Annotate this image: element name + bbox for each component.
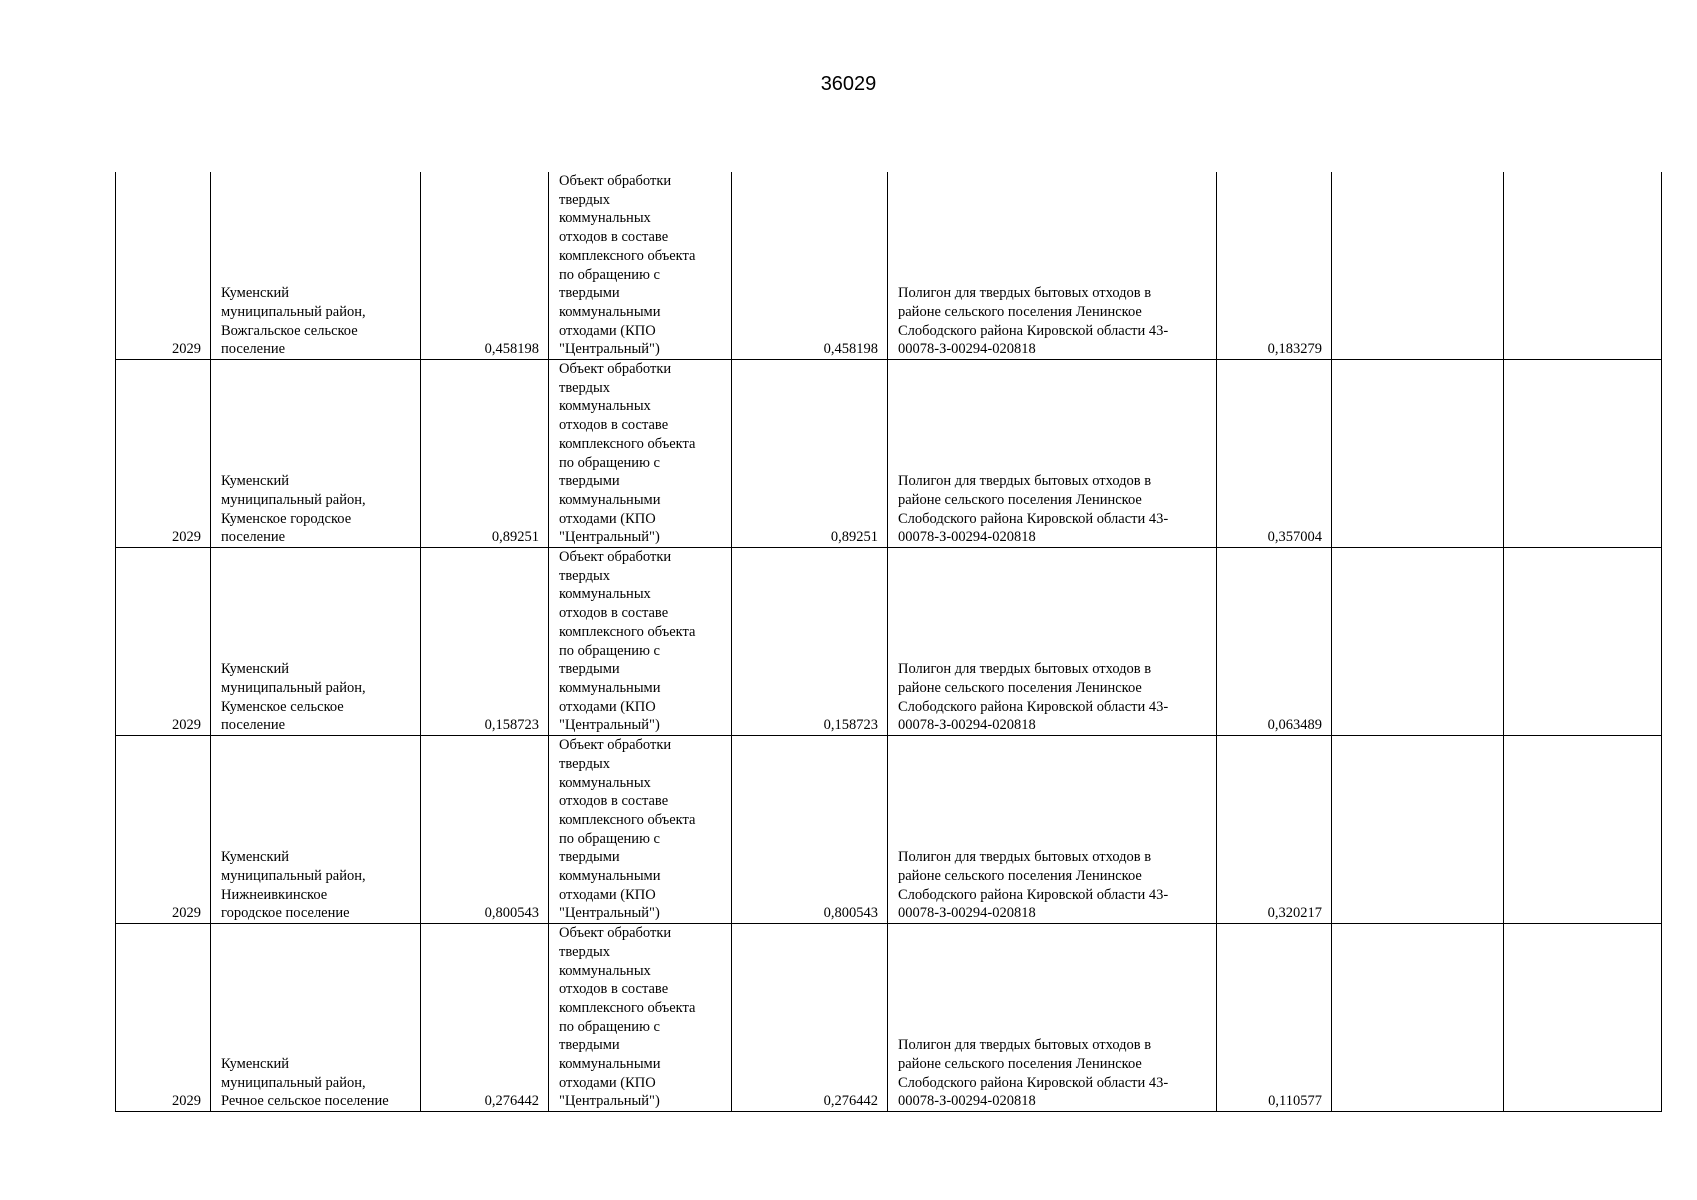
- landfill-cell: Полигон для твердых бытовых отходов в районе сельского поселения Ленинское Слободского района Кировской области 43- 00078-З-00294-020818: [888, 360, 1217, 548]
- landfill-cell: Полигон для твердых бытовых отходов в районе сельского поселения Ленинское Слободского района Кировской области 43- 00078-З-00294-020818: [888, 548, 1217, 736]
- page-number: 36029: [820, 73, 877, 95]
- empty-cell: [1504, 172, 1662, 360]
- waste-flow-table: [115, 172, 1662, 1112]
- municipality-cell: Куменский муниципальный район, Вожгальское сельское поселение: [211, 172, 421, 360]
- empty-cell: [1332, 360, 1504, 548]
- municipality-cell: Куменский муниципальный район, Куменское городское поселение: [211, 360, 421, 548]
- object-mass-cell: 0,458198: [732, 172, 888, 360]
- empty-cell: [1332, 736, 1504, 924]
- municipality-cell: Куменский муниципальный район, Нижнеивкинское городское поселение: [211, 736, 421, 924]
- empty-cell: [1504, 548, 1662, 736]
- table-row: [116, 924, 1662, 1112]
- landfill-cell: Полигон для твердых бытовых отходов в районе сельского поселения Ленинское Слободского района Кировской области 43- 00078-З-00294-020818: [888, 924, 1217, 1112]
- processing-object-cell: Объект обработки твердых коммунальных отходов в составе комплексного объекта по обращению с твердыми коммунальными отходами (КПО "Центральный"): [549, 736, 732, 924]
- landfill-cell: Полигон для твердых бытовых отходов в районе сельского поселения Ленинское Слободского района Кировской области 43- 00078-З-00294-020818: [888, 172, 1217, 360]
- year-cell: 2029: [116, 736, 211, 924]
- empty-cell: [1332, 548, 1504, 736]
- year-cell: 2029: [116, 924, 211, 1112]
- mass-cell: 0,458198: [421, 172, 549, 360]
- processing-object-cell: Объект обработки твердых коммунальных отходов в составе комплексного объекта по обращению с твердыми коммунальными отходами (КПО "Центральный"): [549, 924, 732, 1112]
- object-mass-cell: 0,89251: [732, 360, 888, 548]
- year-cell: 2029: [116, 548, 211, 736]
- landfill-mass-cell: 0,063489: [1217, 548, 1332, 736]
- landfill-cell: Полигон для твердых бытовых отходов в районе сельского поселения Ленинское Слободского района Кировской области 43- 00078-З-00294-020818: [888, 736, 1217, 924]
- mass-cell: 0,89251: [421, 360, 549, 548]
- object-mass-cell: 0,800543: [732, 736, 888, 924]
- municipality-cell: Куменский муниципальный район, Куменское сельское поселение: [211, 548, 421, 736]
- empty-cell: [1332, 172, 1504, 360]
- mass-cell: 0,800543: [421, 736, 549, 924]
- year-cell: 2029: [116, 360, 211, 548]
- empty-cell: [1504, 736, 1662, 924]
- landfill-mass-cell: 0,183279: [1217, 172, 1332, 360]
- municipality-cell: Куменский муниципальный район, Речное сельское поселение: [211, 924, 421, 1112]
- empty-cell: [1332, 924, 1504, 1112]
- landfill-mass-cell: 0,357004: [1217, 360, 1332, 548]
- processing-object-cell: Объект обработки твердых коммунальных отходов в составе комплексного объекта по обращению с твердыми коммунальными отходами (КПО "Центральный"): [549, 360, 732, 548]
- processing-object-cell: Объект обработки твердых коммунальных отходов в составе комплексного объекта по обращению с твердыми коммунальными отходами (КПО "Центральный"): [549, 172, 732, 360]
- year-cell: 2029: [116, 172, 211, 360]
- mass-cell: 0,276442: [421, 924, 549, 1112]
- table-row: [116, 548, 1662, 736]
- landfill-mass-cell: 0,110577: [1217, 924, 1332, 1112]
- object-mass-cell: 0,158723: [732, 548, 888, 736]
- empty-cell: [1504, 924, 1662, 1112]
- object-mass-cell: 0,276442: [732, 924, 888, 1112]
- table-row: [116, 172, 1662, 360]
- mass-cell: 0,158723: [421, 548, 549, 736]
- processing-object-cell: Объект обработки твердых коммунальных отходов в составе комплексного объекта по обращению с твердыми коммунальными отходами (КПО "Центральный"): [549, 548, 732, 736]
- table-row: [116, 360, 1662, 548]
- empty-cell: [1504, 360, 1662, 548]
- landfill-mass-cell: 0,320217: [1217, 736, 1332, 924]
- table-row: [116, 736, 1662, 924]
- table-body: [116, 172, 1662, 1112]
